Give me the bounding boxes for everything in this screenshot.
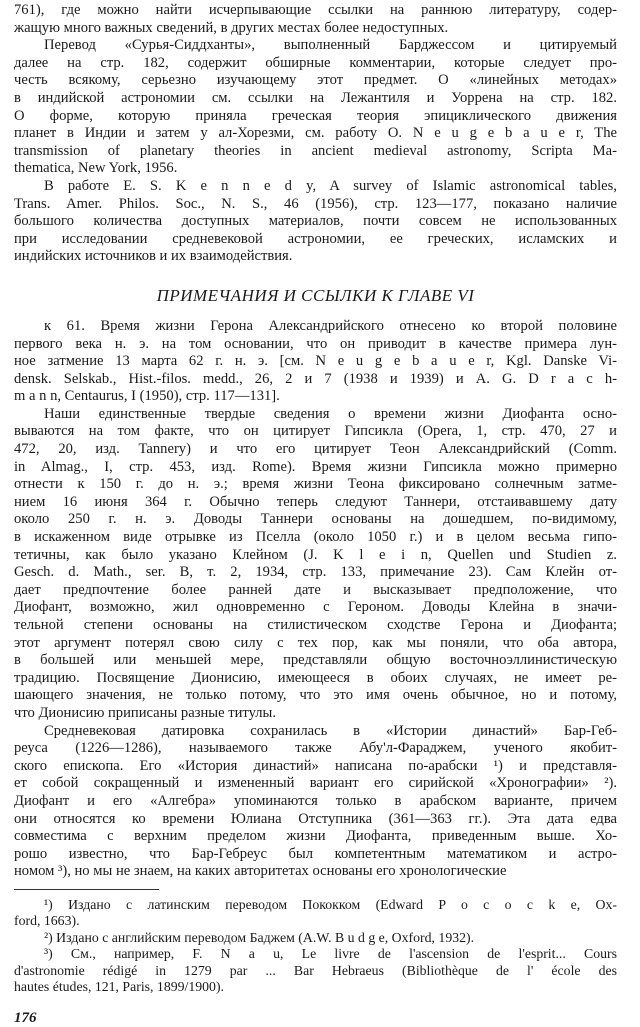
text-line: ского епископа. Его «История династий» написана по-арабски ¹) и представля- <box>14 757 617 774</box>
chapter-notes-heading: ПРИМЕЧАНИЯ И ССЫЛКИ К ГЛАВЕ VI <box>156 285 475 305</box>
text-line: Gesch. d. Math., ser. B, т. 2, 1934, стр. 133, примечание 23). Сам Клейн от- <box>14 564 617 581</box>
text-line: совместима с верхним пределом жизни Диофанта, приведенным выше. Хо- <box>14 828 617 845</box>
text-line: рошо известно, что Бар-Гебреус был компетентным математиком и астро- <box>14 845 617 862</box>
text-line: ford, 1663). <box>14 913 80 929</box>
paragraph <box>14 318 617 406</box>
text-line: они относятся ко времени Юлиана Отступника (361—363 гг.). Эта дата едва <box>14 810 617 827</box>
text-line: шающего значения, не только потому, что это имя очень обычное, но и потому, <box>14 687 617 704</box>
chapter-notes-section <box>14 318 617 881</box>
paragraph <box>14 37 617 178</box>
text-line: О форме, которую приняла греческая теория эпициклического движения <box>14 107 617 124</box>
text-line: отнести к 150 г. до н. э.; время жизни Теона фиксировано солнечным затме- <box>14 476 617 493</box>
page-number: 176 <box>14 1010 37 1027</box>
text-line: Средневековая датировка сохранилась в «Истории династий» Бар-Геб- <box>44 722 617 739</box>
paragraph <box>14 930 617 946</box>
text-line: первого века н. э. на том основании, что он приводит в качестве примера лун- <box>14 335 617 352</box>
text-line: Наши единственные твердые сведения о времени жизни Диофанта осно- <box>44 405 617 422</box>
text-line: ²) Издано с английским переводом Баджем (A.W. B u d g e, Oxford, 1932). <box>44 929 475 945</box>
paragraph <box>14 897 617 930</box>
text-line: 761), где можно найти исчерпывающие ссылки на раннюю литературу, содер- <box>14 2 617 18</box>
text-line: при исследовании средневековой астрономии, ее греческих, исламских и <box>14 230 617 247</box>
text-line: Перевод «Сурья-Сиддханты», выполненный Барджессом и цитируемый <box>44 37 617 54</box>
text-line: in Almag., I, стр. 453, изд. Rome). Время жизни Гипсикла можно примерно <box>14 458 617 475</box>
text-line: тетичны, как было указано Клейном (J. K l e i n, Quellen und Studien z. <box>14 546 617 563</box>
text-line: реуса (1226—1286), называемого также Абу'л-Фараджем, ученого якобит- <box>14 740 617 757</box>
text-line: в искаженном виде отрывке из Пселла (около 1050 г.) и в целом весьма гипо- <box>14 529 617 546</box>
text-line: нием 16 июня 364 г. Обычно теперь следуют Таннери, отстаивавшему дату <box>14 493 617 510</box>
footnotes <box>14 897 617 995</box>
text-line: ное затмение 13 марта 62 г. н. э. [см. N e u g e b a u e r, Kgl. Danske Vi- <box>14 353 617 370</box>
text-line: Диофант и его «Алгебра» упоминаются только в арабском варианте, причем <box>14 792 617 809</box>
text-line: далее на стр. 182, содержит обширные комментарии, которые следует про- <box>14 54 617 71</box>
text-line: в большей или меньшей мере, представляли общую восточноэллинистическую <box>14 652 617 669</box>
text-line: этот аргумент потерял свою силу с тех пор, как мы поняли, что оба автора, <box>14 634 617 651</box>
paragraph <box>14 2 617 37</box>
text-line: планет в Индии и затем у ал-Хорезми, см. работу O. N e u g e b a u e r, The <box>14 125 617 142</box>
text-line: 472, 20, изд. Tannery) и что его цитирует Теон Александрийский (Comm. <box>14 441 617 458</box>
text-line: Диофант, возможно, жил одновременно с Героном. Доводы Клейна в значи- <box>14 599 617 616</box>
text-line: к 61. Время жизни Герона Александрийского отнесено ко второй половине <box>44 317 617 334</box>
text-line: в индийской астрономии см. ссылки на Лежантиля и Уоррена на стр. 182. <box>14 89 617 106</box>
text-line: hautes études, 121, Paris, 1899/1900). <box>14 978 224 994</box>
text-line: d'astronomie rédigé in 1279 par ... Bar Hebraeus (Bibliothèque de l' école des <box>14 962 617 978</box>
text-line: честь всякому, серьезно изучающему этот предмет. О «линейных методах» <box>14 72 617 89</box>
text-line: В работе E. S. K e n n e d y, A survey of Islamic astronomical tables, <box>44 177 617 194</box>
paragraph <box>14 178 617 266</box>
text-line: тельной степени основаны на стилистическом сходстве Герона и Диофанта; <box>14 617 617 633</box>
text-line: дает предпочтение более ранней дате и высказывает предположение, что <box>14 581 617 598</box>
text-line: ¹) Издано с латинским переводом Пококком (Edward P o c o c k e, Ox- <box>44 896 617 912</box>
paragraph <box>14 406 617 723</box>
text-line: индийских источников и их взаимодействия. <box>14 248 293 265</box>
text-line: thematica, New York, 1956. <box>14 160 178 177</box>
text-line: вываются на том факте, что он цитирует Гипсикла (Opera, 1, стр. 470, 27 и <box>14 423 617 440</box>
paragraph <box>14 723 617 881</box>
continued-notes-section <box>14 2 617 266</box>
text-line: transmission of planetary theories in ancient medieval astronomy, Scripta Ma- <box>14 142 617 159</box>
text-line: ет собой сокращенный и измененный вариант его сирийской «Хронографии» ²). <box>14 775 617 792</box>
paragraph <box>14 946 617 995</box>
text-line: большого количества доступных материалов, почти совсем не использованных <box>14 213 617 230</box>
footnote-separator <box>14 889 159 890</box>
text-line: ³) См., например, F. N a u, Le livre de l'ascension de l'esprit... Cours <box>44 946 617 962</box>
text-line: жащую много важных сведений, в других местах более недоступных. <box>14 19 449 36</box>
text-line: около 250 г. н. э. Доводы Таннери основаны на дошедшем, по-видимому, <box>14 511 617 528</box>
text-line: традицию. Посвящение Дионисию, имеющееся в обоих случаях, не имеет ре- <box>14 669 617 686</box>
text-line: densk. Selskab., Hist.-filos. medd., 26, 2 и 7 (1938 и 1939) и A. G. D r a c h- <box>14 370 617 387</box>
page-text-flow <box>14 2 617 1027</box>
text-line: что Дионисию приписаны разные титулы. <box>14 704 276 721</box>
text-line: m a n n, Centaurus, I (1950), стр. 117—131]. <box>14 388 280 405</box>
text-line: Trans. Amer. Philos. Soc., N. S., 46 (1956), стр. 123—177, показано наличие <box>14 195 617 212</box>
text-line: номом ³), но мы не знаем, на каких авторитетах основаны его хронологические <box>14 863 507 880</box>
